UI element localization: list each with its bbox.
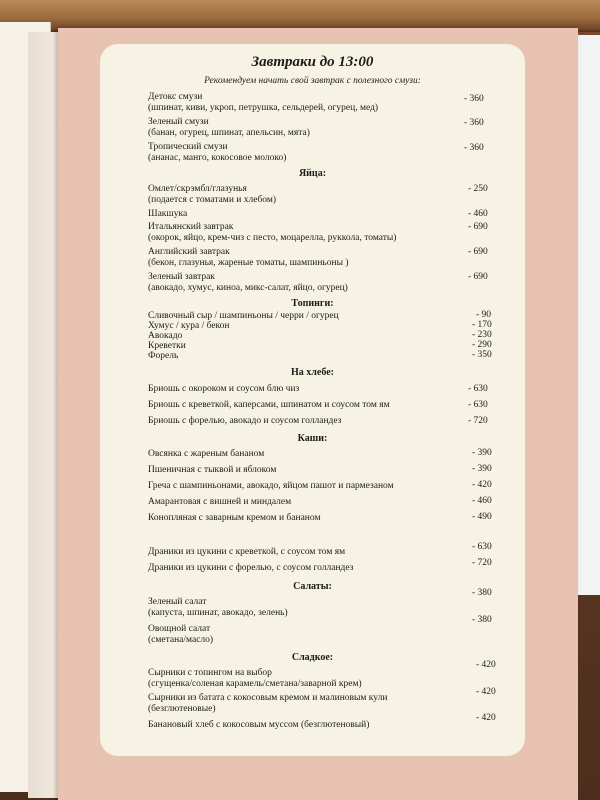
porridge-wheat-price: - 390 — [472, 464, 492, 474]
sweet-batata-price: - 420 — [476, 687, 496, 697]
left-page-bullets — [0, 162, 2, 288]
draniki-shrimp-price: - 630 — [472, 542, 492, 552]
eggs-english-name: Английский завтрак — [148, 247, 230, 257]
bread-ham-name: Бриошь с окороком и соусом блю чиз — [148, 384, 300, 394]
porridge-amaranth-name: Амарантовая с вишней и миндалем — [148, 497, 292, 507]
topping-hummus-name: Хумус / кура / бекон — [148, 321, 230, 331]
sweet-heading: Сладкое: — [291, 652, 334, 663]
porridge-hemp-price: - 490 — [472, 512, 492, 522]
eggs-italian-name: Итальянский завтрак — [148, 222, 234, 232]
porridge-wheat-name: Пшеничная с тыквой и яблоком — [148, 465, 277, 475]
sweet-syrniki-price: - 420 — [476, 660, 496, 670]
bread-shrimp-price: - 630 — [468, 400, 488, 410]
salad-green-price: - 380 — [472, 588, 492, 598]
topping-hummus-price: - 170 — [472, 320, 492, 330]
toppings-heading: Топинги: — [291, 298, 334, 309]
topping-trout-name: Форель — [148, 351, 179, 361]
bread-trout-name: Бриошь с форелью, авокадо и соусом голландез — [148, 416, 342, 426]
bread-heading: На хлебе: — [291, 367, 334, 378]
smoothie-detox-price: - 360 — [464, 94, 484, 104]
eggs-omelet-name: Омлет/скрэмбл/глазунья — [148, 184, 247, 194]
topping-trout-price: - 350 — [472, 350, 492, 360]
sweet-batata-desc: (безглютеновые) — [148, 704, 216, 714]
bread-shrimp-name: Бриошь с креветкой, каперсами, шпинатом и соусом том ям — [148, 400, 390, 410]
breakfast-menu-card — [100, 44, 525, 756]
eggs-green-desc: (авокадо, хумус, киноа, микс-салат, яйцо, огурец) — [148, 283, 348, 293]
eggs-green-name: Зеленый завтрак — [148, 272, 215, 282]
topping-avocado-name: Авокадо — [148, 331, 183, 341]
bread-trout-price: - 720 — [468, 416, 488, 426]
smoothie-detox-name: Детокс смузи — [148, 92, 203, 102]
porridge-heading: Каши: — [297, 433, 328, 444]
smoothie-tropical-price: - 360 — [464, 143, 484, 153]
topping-avocado-price: - 230 — [472, 330, 492, 340]
porridge-amaranth-price: - 460 — [472, 496, 492, 506]
porridge-hemp-name: Конопляная с заварным кремом и бананом — [148, 513, 321, 523]
eggs-english-desc: (бекон, глазунья, жареные томаты, шампиньоны ) — [148, 258, 349, 268]
sweet-syrniki-desc: (сгущенка/соленая карамель/сметана/заварной крем) — [148, 679, 362, 689]
draniki-trout-name: Драники из цукини с форелью, с соусом голландез — [148, 563, 354, 573]
menu-subtitle: Рекомендуем начать свой завтрак с полезного смузи: — [204, 76, 421, 86]
topping-cheese-name: Сливочный сыр / шампиньоны / черри / огурец — [148, 311, 339, 321]
smoothie-tropical-name: Тропический смузи — [148, 142, 228, 152]
topping-shrimp-name: Креветки — [148, 341, 186, 351]
smoothie-green-desc: (банан, огурец, шпинат, апельсин, мята) — [148, 128, 310, 138]
bread-ham-price: - 630 — [468, 384, 488, 394]
salad-green-name: Зеленый салат — [148, 597, 207, 607]
sweet-banana-bread-price: - 420 — [476, 713, 496, 723]
smoothie-green-price: - 360 — [464, 118, 484, 128]
eggs-heading: Яйца: — [298, 168, 327, 179]
left-page-edge — [28, 32, 61, 798]
salads-heading: Салаты: — [293, 581, 332, 592]
sweet-batata-name: Сырники из батата с кокосовым кремом и малиновым кули — [148, 693, 388, 703]
porridge-buckwheat-name: Греча с шампиньонами, авокадо, яйцом пашот и пармезаном — [148, 481, 394, 491]
topping-cheese-price: - 90 — [476, 310, 492, 320]
porridge-oat-name: Овсянка с жареным бананом — [148, 449, 265, 459]
salad-veg-price: - 380 — [472, 615, 492, 625]
smoothie-detox-desc: (шпинат, киви, укроп, петрушка, сельдерей, огурец, мед) — [148, 103, 379, 113]
eggs-green-price: - 690 — [468, 272, 488, 282]
smoothie-tropical-desc: (ананас, манго, кокосовое молоко) — [148, 153, 287, 163]
eggs-shakshuka-price: - 460 — [468, 209, 488, 219]
eggs-italian-price: - 690 — [468, 222, 488, 232]
eggs-english-price: - 690 — [468, 247, 488, 257]
porridge-oat-price: - 390 — [472, 448, 492, 458]
salad-green-desc: (капуста, шпинат, авокадо, зелень) — [148, 608, 288, 618]
eggs-omelet-price: - 250 — [468, 184, 488, 194]
smoothie-green-name: Зеленый смузи — [148, 117, 209, 127]
draniki-trout-price: - 720 — [472, 558, 492, 568]
eggs-italian-desc: (окорок, яйцо, крем-чиз с песто, моцарелла, руккола, томаты) — [148, 233, 397, 243]
topping-shrimp-price: - 290 — [472, 340, 492, 350]
sweet-banana-bread-name: Банановый хлеб с кокосовым муссом (безглютеновый) — [148, 720, 370, 730]
salad-veg-desc: (сметана/масло) — [148, 635, 214, 645]
sweet-syrniki-name: Сырники с топингом на выбор — [148, 668, 272, 678]
salad-veg-name: Овощной салат — [148, 624, 211, 634]
eggs-omelet-desc: (подается с томатами и хлебом) — [148, 195, 277, 205]
menu-title: Завтраки до 13:00 — [251, 54, 374, 70]
draniki-shrimp-name: Драники из цукини с креветкой, с соусом том ям — [148, 547, 346, 557]
eggs-shakshuka-name: Шакшука — [148, 209, 188, 219]
porridge-buckwheat-price: - 420 — [472, 480, 492, 490]
